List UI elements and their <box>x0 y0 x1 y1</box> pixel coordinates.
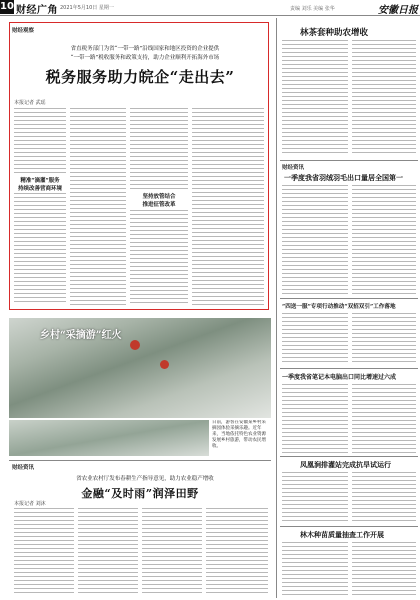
newspaper-logo: 安徽日报 <box>378 5 418 16</box>
article-subhead-3: 坚持放管结合 <box>142 194 176 200</box>
article-column-text <box>70 108 126 305</box>
photo-orchard <box>9 420 209 456</box>
right-column-text <box>282 313 348 365</box>
section-label-bottom: 财经资讯 <box>12 465 35 471</box>
page-number: 10 <box>0 1 14 12</box>
divider <box>9 460 271 461</box>
right-headline-2: 一季度我省羽绒羽毛出口量居全国第一 <box>284 173 403 182</box>
section-label-main: 财经观察 <box>12 28 35 34</box>
article-column-text <box>14 108 66 173</box>
article-subhead-2: 持续改善营商环境 <box>17 186 62 192</box>
column-divider <box>276 18 277 598</box>
photo-story-title: 乡村“采摘游”红火 <box>40 330 122 341</box>
right-column-text <box>282 40 348 155</box>
right-column-text <box>352 542 416 596</box>
article-subhead-1: 精准“滴灌”服务 <box>20 178 60 184</box>
divider <box>280 456 418 457</box>
divider <box>280 160 418 161</box>
right-headline-1: 林茶套种助农增收 <box>300 28 369 38</box>
article-byline: 本报记者 武瑶 <box>14 100 46 106</box>
right-column-text <box>352 472 416 522</box>
section-title: 财经广角 <box>16 5 58 16</box>
right-column-text <box>282 542 348 596</box>
right-column-text <box>352 185 416 295</box>
photo-caption: 日前，游客在安徽某乡村采摘园体验采摘乐趣。近年来，当地依托特色农业资源发展乡村旅游，带动农民增收。 <box>212 420 266 449</box>
article-subhead-4: 推进征管改革 <box>142 202 176 208</box>
bottom-column-text <box>78 508 138 596</box>
bottom-byline: 本报记者 刘沐 <box>14 501 46 507</box>
right-headline-3: “四送一服”专项行动推动“双招双引”工作落地 <box>282 304 396 310</box>
section-label-right: 财经资讯 <box>282 165 305 171</box>
right-column-text <box>352 313 416 365</box>
divider <box>280 368 418 369</box>
bottom-kicker: 省农业农村厅发布春耕生产指导意见，助力农业稳产增收 <box>76 476 214 482</box>
right-column-text <box>282 472 348 522</box>
right-headline-6: 林木种苗质量抽查工作开展 <box>300 530 384 539</box>
right-headline-5: 凤凰涧排灌站完成抗旱试运行 <box>300 460 391 469</box>
right-column-text <box>282 384 348 454</box>
bottom-column-text <box>142 508 202 596</box>
right-column-text <box>352 384 416 454</box>
article-subtitle-2: “一带一路”税收服务和政策支持，助力企业顺利开拓海外市场 <box>70 55 220 61</box>
bottom-headline: 金融“及时雨”润泽田野 <box>81 487 199 500</box>
divider <box>280 526 418 527</box>
bottom-column-text <box>14 508 74 596</box>
article-subtitle-1: 省直税务部门为省“一带一路”沿线国家和地区投资的企业提供 <box>70 46 220 52</box>
article-column-text <box>130 108 188 190</box>
publication-date: 2021年5月10日 星期一 <box>60 5 114 11</box>
article-column-text <box>14 193 66 305</box>
apple-shape <box>160 360 169 369</box>
right-headline-4: 一季度我省笔记本电脑出口同比增速过六成 <box>282 374 397 381</box>
article-column-text <box>192 108 264 305</box>
bottom-column-text <box>206 508 268 596</box>
right-column-text <box>352 40 416 155</box>
article-column-text <box>130 210 188 305</box>
editor-credits: 责编 刘乐 美编 张华 <box>290 6 335 12</box>
apple-shape <box>130 340 140 350</box>
right-column-text <box>282 185 348 295</box>
divider <box>280 298 418 299</box>
article-headline: 税务服务助力皖企“走出去” <box>45 68 235 86</box>
